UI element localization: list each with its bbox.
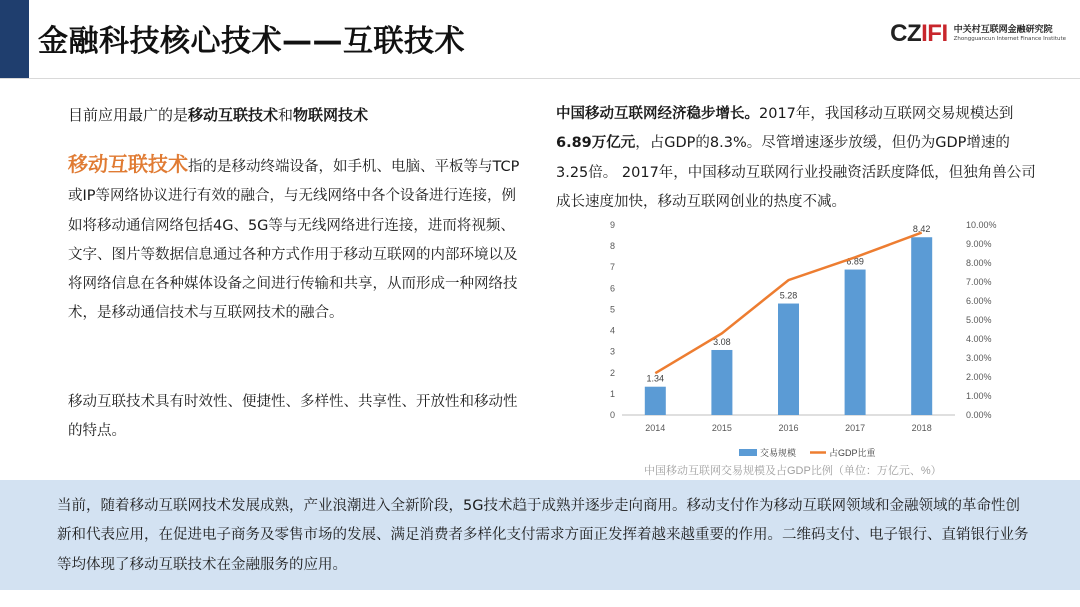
institute-logo [890, 20, 1066, 48]
y-axis-left-ticks [610, 220, 615, 420]
definition-term: 移动互联技术 [68, 152, 188, 176]
x-tick-label-2014: 2014 [645, 423, 666, 433]
growth-headline: 中国移动互联网经济稳步增长。 [556, 106, 759, 122]
intro-line [68, 104, 368, 125]
y2-tick-label: 4.00% [966, 334, 992, 344]
logo-mark-b: IFI [921, 20, 948, 47]
mobile-internet-features: 移动互联技术具有时效性、便捷性、多样性、共享性、开放性和移动性的特点。 [68, 394, 518, 439]
transaction-chart [600, 210, 1020, 478]
y-tick-label: 0 [609, 410, 615, 420]
y2-tick-label: 1.00% [966, 391, 992, 401]
bar-label-2016: 5.28 [779, 290, 798, 301]
bar-2014 [645, 387, 666, 415]
y-tick-label: 7 [609, 262, 615, 273]
bar-label-2014: 1.34 [646, 373, 665, 384]
x-tick-label-2015: 2015 [711, 423, 732, 433]
logo-text [954, 26, 1066, 42]
y-tick-label: 5 [609, 304, 615, 315]
header-accent-bar [0, 0, 29, 78]
y2-tick-label: 8.00% [966, 258, 992, 268]
y-tick-label: 2 [609, 367, 615, 378]
growth-text-2: ，占GDP的8.3%。尽管增速逐步放缓，但仍为GDP增速的3.25倍。 2017年，中国移动互联网行业投融资活跃度降低，但独角兽公司成长速度加快，移动互联网创业的热度不减。 [556, 135, 1036, 210]
growth-text-1: 2017年，我国移动互联网交易规模达到 [759, 106, 1014, 122]
x-tick-label-2016: 2016 [778, 423, 799, 433]
intro-mid: 和 [278, 106, 294, 124]
bar-label-2017: 6.89 [846, 256, 864, 267]
intro-term-iot: 物联网技术 [293, 106, 369, 124]
growth-highlight: 6.89万亿元 [556, 135, 636, 152]
logo-name-en: Zhongguancun Internet Finance Institute [953, 35, 1066, 42]
x-tick-label-2017: 2017 [845, 423, 866, 433]
bar-2017 [845, 270, 866, 415]
economy-growth-paragraph [556, 100, 1041, 217]
intro-term-mobile: 移动互联技术 [188, 106, 279, 124]
y2-tick-label: 5.00% [966, 315, 992, 325]
y-tick-label: 1 [609, 388, 615, 399]
logo-mark [890, 20, 948, 48]
y2-tick-label: 9.00% [966, 239, 992, 249]
y2-tick-label: 2.00% [966, 372, 992, 382]
bar-2018 [911, 237, 932, 415]
legend-bar-swatch [739, 449, 757, 456]
header-divider [0, 78, 1080, 79]
y2-tick-label: 6.00% [966, 296, 992, 306]
y2-tick-label: 10.00% [966, 220, 997, 230]
bar-label-2015: 3.08 [713, 336, 731, 347]
intro-prefix: 目前应用最广的是 [68, 106, 189, 124]
chart-legend [739, 447, 876, 458]
x-axis-ticks [645, 423, 931, 433]
x-tick-label-2018: 2018 [911, 423, 932, 433]
logo-name-cn: 中关村互联网金融研究院 [953, 25, 1053, 36]
y-tick-label: 9 [609, 220, 615, 230]
bar-2016 [778, 304, 799, 415]
y-tick-label: 3 [609, 346, 615, 357]
bottom-summary-text: 当前，随着移动互联网技术发展成熟，产业浪潮进入全新阶段，5G技术趋于成熟并逐步走向商用。移动支付作为移动互联网领域和金融领域的革命性创新和代表应用，在促进电子商务及零售市场的发展、满足消费者多样化支付需求方面正发挥着越来越重要的作用。二维码支付、电子银行、直销银行业务等均体现了移动互联技术在金融服务的应用。 [57, 498, 1029, 573]
y-tick-label: 4 [609, 325, 615, 336]
y2-tick-label: 3.00% [966, 353, 992, 363]
y2-tick-label: 0.00% [966, 410, 992, 420]
chart-caption: 中国移动互联网交易规模及占GDP比例（单位：万亿元、%） [644, 465, 942, 477]
page-title: 金融科技核心技术——互联技术 [38, 24, 465, 59]
y-tick-label: 8 [609, 241, 615, 252]
legend-bar-label: 交易规模 [760, 448, 797, 458]
bar-label-2018: 8.42 [912, 224, 931, 235]
definition-text: 指的是移动终端设备，如手机、电脑、平板等与TCP或IP等网络协议进行有效的融合，与无线网络中各个设备进行连接，例如将移动通信网络包括4G、5G等与无线网络进行连接，进而将视频、文字、图片等数据信息通过各种方式作用于移动互联网的内部环境以及将网络信息在各种媒体设备之间进行传输和共享，从而形成一种网络技术，是移动通信技术与互联网技术的融合。 [68, 159, 520, 322]
y-tick-label: 6 [609, 283, 615, 294]
legend-line-label: 占GDP比重 [829, 448, 876, 458]
bar-series [645, 237, 932, 415]
mobile-internet-definition [68, 150, 523, 329]
y-axis-right-ticks [966, 220, 997, 420]
logo-mark-a: CZ [890, 20, 922, 47]
y2-tick-label: 7.00% [966, 277, 992, 287]
bar-2015 [711, 350, 732, 415]
